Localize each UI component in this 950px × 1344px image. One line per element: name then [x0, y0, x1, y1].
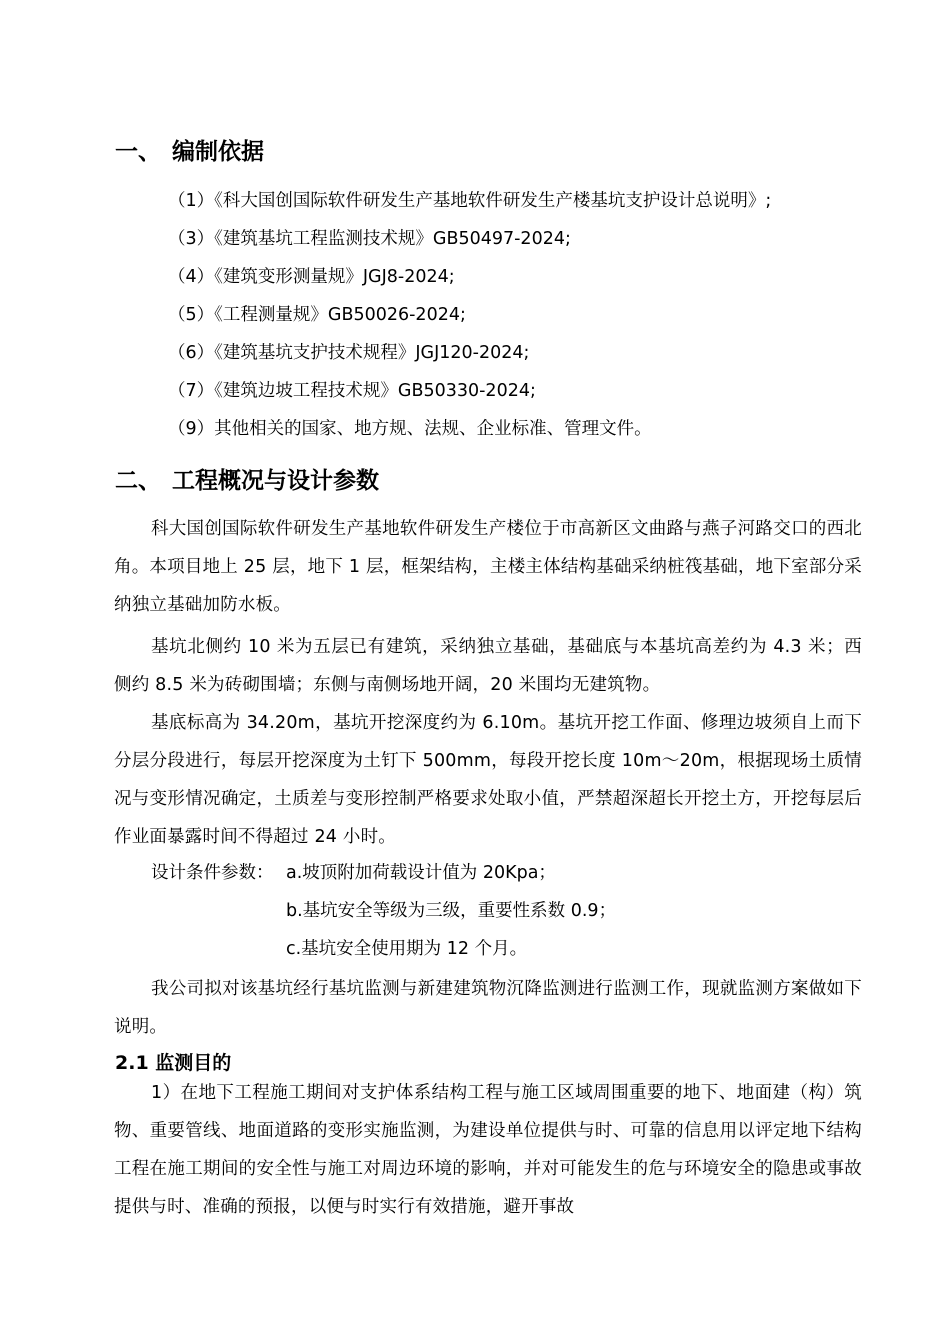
design-params-label: 设计条件参数：: [151, 863, 274, 883]
section-number: 二、: [115, 468, 161, 494]
reference-item: （1）《科大国创国际软件研发生产基地软件研发生产楼基坑支护设计总说明》;: [168, 191, 772, 211]
design-param-item: c.基坑安全使用期为 12 个月。: [286, 939, 528, 959]
design-param-item: b.基坑安全等级为三级，重要性系数 0.9；: [286, 901, 617, 921]
reference-item: （5）《工程测量规》GB50026-2024;: [168, 305, 466, 325]
body-paragraph: 1）在地下工程施工期间对支护体系结构工程与施工区域周围重要的地下、地面建（构）筑物、重要管线、地面道路的变形实施监测，为建设单位提供与时、可靠的信息用以评定地下结构工程在施工期间的安全性与施工对周边环境的影响，并对可能发生的危与环境安全的隐患或事故提供与时、准确的预报，以便与时实行有效措施，避开事故: [114, 1083, 862, 1217]
section-title: 编制依据: [172, 139, 264, 165]
section-number: 一、: [115, 139, 161, 165]
reference-item: （6）《建筑基坑支护技术规程》JGJ120-2024;: [168, 343, 530, 363]
body-paragraph: 我公司拟对该基坑经行基坑监测与新建建筑物沉降监测进行监测工作，现就监测方案做如下说明。: [114, 979, 862, 1037]
body-paragraph: 基底标高为 34.20m，基坑开挖深度约为 6.10m。基坑开挖工作面、修理边坡须自上而下分层分段进行，每层开挖深度为土钉下 500mm，每段开挖长度 10m～20m，根据现场土质情况与变形情况确定，土质差与变形控制严格要求处取小值，严禁超深超长开挖土方，开挖每层后作业面暴露时间不得超过 24 小时。: [114, 713, 862, 847]
section-title: 工程概况与设计参数: [172, 468, 379, 494]
section-heading-1: [115, 137, 264, 167]
reference-item: （7）《建筑边坡工程技术规》GB50330-2024;: [168, 381, 536, 401]
reference-item: （3）《建筑基坑工程监测技术规》GB50497-2024;: [168, 229, 571, 249]
reference-item: （4）《建筑变形测量规》JGJ8-2024;: [168, 267, 455, 287]
section-heading-2: [115, 466, 379, 496]
body-paragraph: 基坑北侧约 10 米为五层已有建筑，采纳独立基础，基础底与本基坑高差约为 4.3 米；西侧约 8.5 米为砖砌围墙；东侧与南侧场地开阔，20 米围均无建筑物。: [114, 637, 862, 695]
design-param-item: a.坡顶附加荷载设计值为 20Kpa；: [286, 863, 556, 883]
body-paragraph: 科大国创国际软件研发生产基地软件研发生产楼位于市高新区文曲路与燕子河路交口的西北角。本项目地上 25 层，地下 1 层，框架结构，主楼主体结构基础采纳桩筏基础，地下室部分采纳独立基础加防水板。: [114, 519, 862, 615]
subsection-heading: 2.1 监测目的: [115, 1052, 232, 1074]
reference-item: （9）其他相关的国家、地方规、法规、企业标准、管理文件。: [168, 419, 652, 439]
